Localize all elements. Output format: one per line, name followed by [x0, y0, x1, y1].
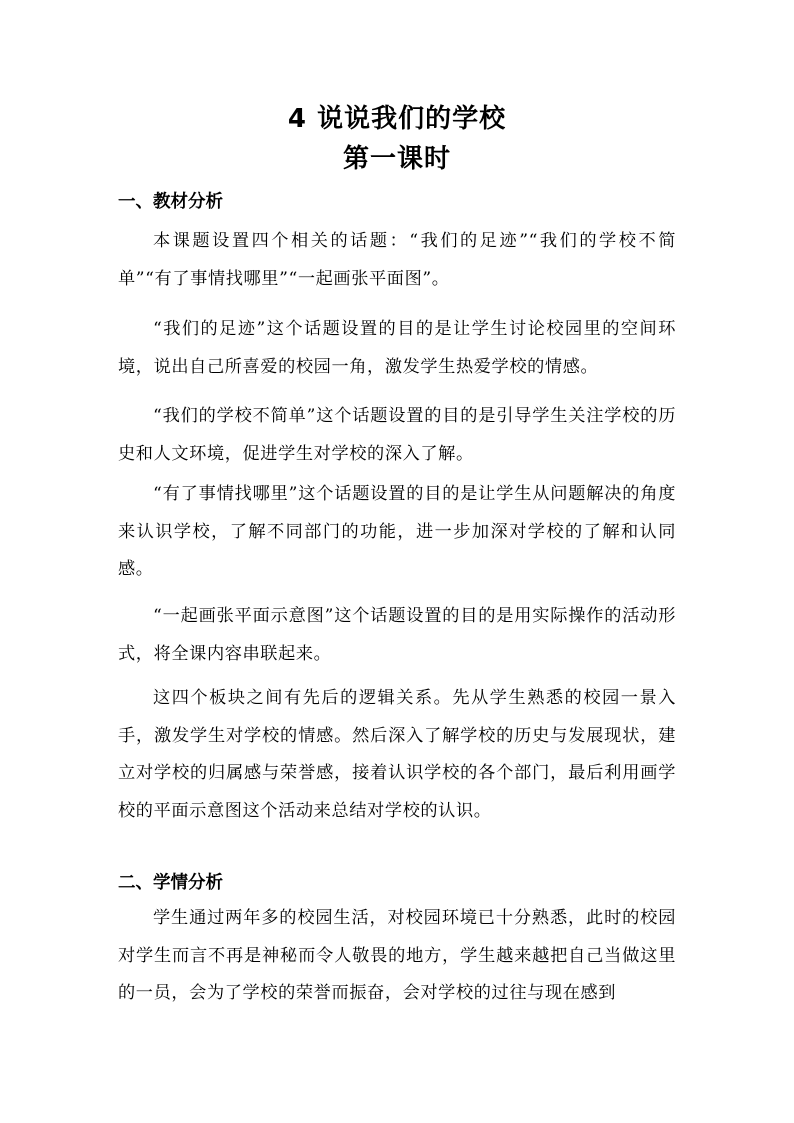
section-heading-student-analysis: 二、学情分析: [118, 873, 223, 893]
paragraph: “一起画张平面示意图”这个话题设置的目的是用实际操作的活动形式，将全课内容串联起来。: [118, 606, 676, 664]
lesson-title: 4 说说我们的学校: [287, 104, 507, 134]
paragraph: “我们的足迹”这个话题设置的目的是让学生讨论校园里的空间环境，说出自己所喜爱的校园一角，激发学生热爱学校的情感。: [118, 319, 676, 377]
paragraph: 学生通过两年多的校园生活，对校园环境已十分熟悉，此时的校园对学生而言不再是神秘而令人敬畏的地方，学生越来越把自己当做这里的一员，会为了学校的荣誉而振奋，会对学校的过往与现在感到: [118, 908, 676, 1003]
paragraph: “我们的学校不简单”这个话题设置的目的是引导学生关注学校的历史和人文环境，促进学生对学校的深入了解。: [118, 406, 676, 464]
paragraph: 本课题设置四个相关的话题：“我们的足迹”“我们的学校不简单”“有了事情找哪里”“一起画张平面图”。: [118, 231, 676, 289]
paragraph: “有了事情找哪里”这个话题设置的目的是让学生从问题解决的角度来认识学校，了解不同部门的功能，进一步加深对学校的了解和认同感。: [118, 484, 676, 579]
paragraph: 这四个板块之间有先后的逻辑关系。先从学生熟悉的校园一景入手，激发学生对学校的情感。然后深入了解学校的历史与发展现状，建立对学校的归属感与荣誉感，接着认识学校的各个部门，最后利用画学校的平面示意图这个活动来总结对学校的认识。: [118, 688, 676, 821]
lesson-subtitle: 第一课时: [342, 144, 451, 174]
section-heading-textbook-analysis: 一、教材分析: [118, 192, 223, 212]
